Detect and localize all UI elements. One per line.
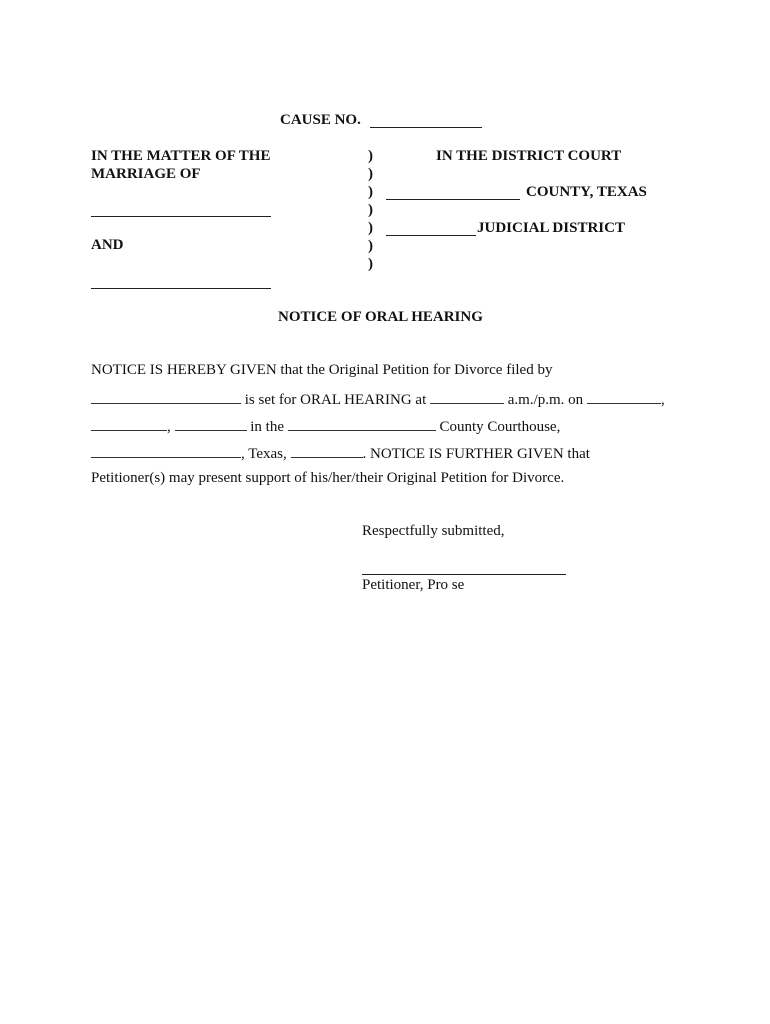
party-one-name-field[interactable] xyxy=(91,216,271,217)
caption-paren: ) xyxy=(368,202,373,218)
body-text: County Courthouse, xyxy=(439,419,561,435)
body-text: . NOTICE IS FURTHER GIVEN that xyxy=(362,446,590,462)
hearing-time-field[interactable] xyxy=(430,389,504,404)
county-texas-label: COUNTY, TEXAS xyxy=(526,184,647,200)
body-text: in the xyxy=(250,419,284,435)
body-line-5 xyxy=(91,470,564,487)
hearing-year-field[interactable] xyxy=(175,416,247,431)
city-field[interactable] xyxy=(91,443,241,458)
closing-text: Respectfully submitted, xyxy=(362,523,505,539)
zip-field[interactable] xyxy=(291,443,363,458)
body-line-3 xyxy=(91,416,560,436)
body-line-2 xyxy=(91,389,665,409)
body-text: a.m./p.m. on xyxy=(507,392,584,408)
marriage-of-label: MARRIAGE OF xyxy=(91,166,201,182)
party-two-name-field[interactable] xyxy=(91,288,271,289)
caption-paren: ) xyxy=(368,238,373,254)
caption-paren: ) xyxy=(368,256,373,272)
body-text: Petitioner(s) may present support of his/her/their Original Petition for Divorce. xyxy=(91,470,565,486)
signer-label: Petitioner, Pro se xyxy=(362,577,465,593)
cause-no-label: CAUSE NO. xyxy=(280,112,361,128)
document-heading: NOTICE OF ORAL HEARING xyxy=(278,309,483,325)
courthouse-county-field[interactable] xyxy=(288,416,436,431)
caption-paren: ) xyxy=(368,184,373,200)
cause-no-field[interactable] xyxy=(370,127,482,128)
hearing-month-field[interactable] xyxy=(91,416,167,431)
caption-paren: ) xyxy=(368,220,373,236)
body-line-4 xyxy=(91,443,590,463)
hearing-day-field[interactable] xyxy=(587,389,661,404)
county-field[interactable] xyxy=(386,199,520,200)
caption-paren: ) xyxy=(368,166,373,182)
body-text: , xyxy=(660,392,665,408)
petitioner-name-field[interactable] xyxy=(91,389,241,404)
district-court-label: IN THE DISTRICT COURT xyxy=(436,148,622,164)
body-text: , Texas, xyxy=(241,446,287,462)
caption-paren: ) xyxy=(368,148,373,164)
body-text: is set for ORAL HEARING at xyxy=(244,392,427,408)
signature-line[interactable] xyxy=(362,574,566,575)
body-text: NOTICE IS HEREBY GIVEN that the Original Petition for Divorce filed by xyxy=(91,362,553,378)
body-text: , xyxy=(167,419,171,435)
judicial-district-label: JUDICIAL DISTRICT xyxy=(477,220,625,236)
and-label: AND xyxy=(91,237,124,253)
judicial-district-field[interactable] xyxy=(386,235,476,236)
body-line-1 xyxy=(91,362,552,379)
matter-of-label: IN THE MATTER OF THE xyxy=(91,148,271,164)
